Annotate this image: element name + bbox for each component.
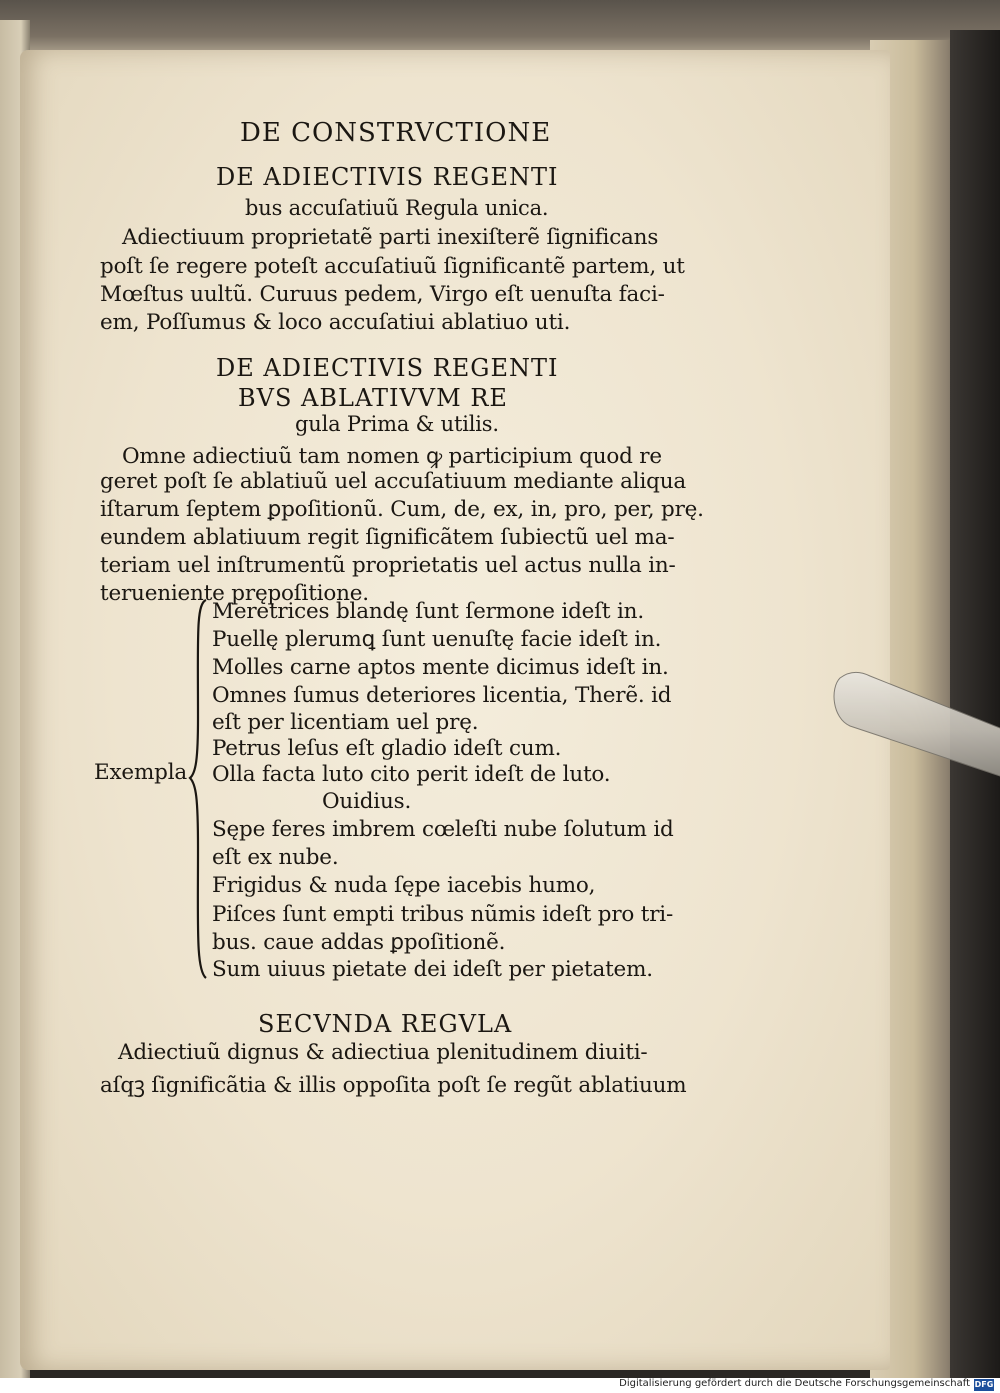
page-weight-stick: [830, 668, 1000, 788]
section2-body-line: teruenientе prępoſitione.: [100, 581, 369, 606]
example-line: Puellę plerumꝗ ſunt uenuſtę facie ideſt in.: [212, 627, 662, 652]
example-line: Meretrices blandę ſunt ſermone ideſt in.: [212, 599, 644, 624]
section1-title-line1: DE ADIECTIVIS REGENTI: [216, 163, 559, 191]
section1-body-line: Adiectiuum proprietatẽ parti inexiſterẽ ſignificans: [122, 225, 659, 250]
example-line: Frigidus & nuda ſępe iacebis humo,: [212, 873, 596, 898]
example-line: Ouidius.: [322, 789, 412, 814]
example-line: Petrus leſus eſt gladio ideſt cum.: [212, 736, 562, 761]
section2-title-line2: BVS ABLATIVVM RE: [238, 384, 508, 412]
section3-body-line: Adiectiuũ dignus & adiectiua plenitudinem diuiti-: [118, 1040, 648, 1065]
section2-body-line: iſtarum ſeptem ꝑpoſitionũ. Cum, de, ex, in, pro, per, prę.: [100, 497, 704, 522]
section2-body-line: Omne adiectiuũ tam nomen ꝙ participium quod re: [122, 444, 662, 469]
section2-body-line: eundem ablatiuum regit ſignificãtem ſubiectũ uel ma-: [100, 525, 675, 550]
section3-title: SECVNDA REGVLA: [258, 1010, 513, 1038]
brace-icon: [188, 598, 210, 980]
section2-title-line1: DE ADIECTIVIS REGENTI: [216, 354, 559, 382]
example-line: bus. caue addas ꝑpoſitionẽ.: [212, 930, 506, 955]
section3-body-line: aſqꝫ ſignificãtia & illis oppoſita poſt ſe regũt ablatiuum: [100, 1073, 687, 1098]
example-line: eſt per licentiam uel prę.: [212, 710, 479, 735]
section1-body-line: em, Poſſumus & loco accuſatiui ablatiuo uti.: [100, 310, 571, 335]
example-line: Olla facta luto cito perit ideſt de luto.: [212, 762, 611, 787]
example-line: Sępe feres imbrem cœleſti nube ſolutum id: [212, 817, 674, 842]
example-line: Sum uiuus pietate dei ideſt per pietatem.: [212, 957, 653, 982]
example-line: Omnes ſumus deteriores licentia, Therẽ. id: [212, 683, 672, 708]
dfg-logo: DFG: [974, 1380, 994, 1389]
example-line: Piſces ſunt empti tribus nũmis ideſt pro tri-: [212, 902, 674, 927]
section1-title-line2: bus accuſatiuũ Regula unica.: [245, 196, 549, 220]
section2-body-line: geret poſt ſe ablatiuũ uel accuſatiuum mediante aliqua: [100, 469, 686, 494]
exempla-label: Exempla: [94, 760, 187, 785]
section2-body-line: teriam uel inſtrumentũ proprietatis uel actus nulla in-: [100, 553, 676, 578]
example-line: eſt ex nube.: [212, 845, 339, 870]
example-line: Molles carne aptos mente dicimus ideſt in.: [212, 655, 669, 680]
section1-body-line: poſt ſe regere poteſt accuſatiuũ ſignificantẽ partem, ut: [100, 254, 685, 279]
digitization-credit: Digitalisierung gefördert durch die Deutsche Forschungsgemeinschaft: [619, 1378, 970, 1389]
section1-body-line: Mœſtus uultũ. Curuus pedem, Virgo eſt uenuſta faci-: [100, 282, 665, 307]
running-heading: DE CONSTRVCTIONE: [240, 118, 552, 148]
section2-title-line3: gula Prima & utilis.: [295, 412, 499, 436]
